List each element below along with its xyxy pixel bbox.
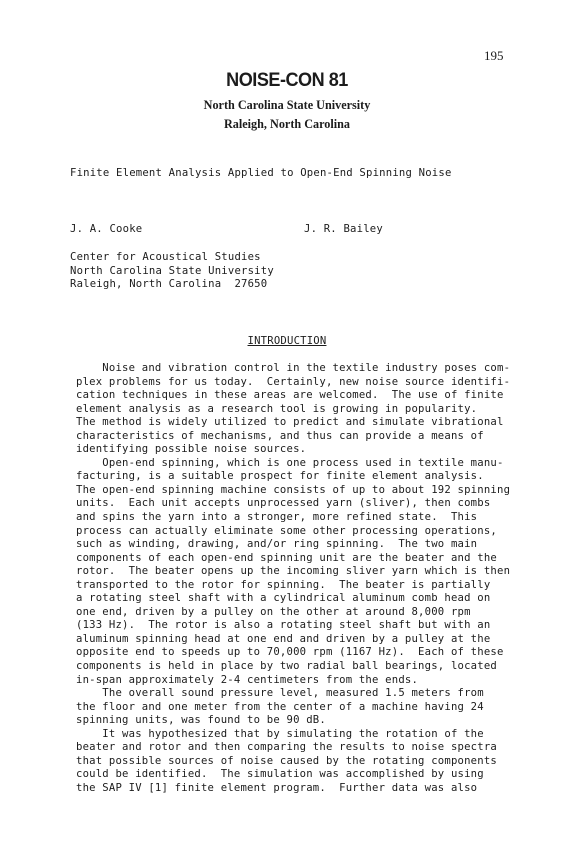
body-text-line: identifying possible noise sources. [76,443,307,456]
body-text-line: Noise and vibration control in the textile industry poses com- [76,362,511,374]
body-text [76,362,510,796]
conference-title: NOISE-CON 81 [226,70,348,91]
body-text-line: transported to the rotor for spinning. The beater is partially [76,578,491,591]
body-text-line: beater and rotor and then comparing the results to noise spectra [76,741,497,754]
affiliation-line: North Carolina State University [70,264,274,277]
body-text-line: spinning units, was found to be 90 dB. [76,714,326,727]
body-text-line: The open-end spinning machine consists of up to about 192 spinning [76,483,511,496]
body-text-line: It was hypothesized that by simulating the rotation of the [76,727,484,740]
author-affiliation [70,251,274,292]
body-text-line: such as winding, drawing, and/or ring spinning. The two main [76,538,478,551]
body-text-line: in-span approximately 2-4 centimeters from the ends. [76,673,419,686]
body-text-line: process can actually eliminate some other processing operations, [76,524,497,537]
body-text-line: facturing, is a suitable prospect for finite element analysis. [76,470,484,483]
body-text-line: that possible sources of noise caused by the rotating components [76,754,497,767]
author-name: J. R. Bailey [304,223,383,235]
body-text-line: components of each open-end spinning unit are the beater and the [76,551,497,564]
body-text-line: characteristics of mechanisms, and thus can provide a means of [76,429,484,442]
body-text-line: Open-end spinning, which is one process used in textile manu- [76,456,504,469]
paper-title: Finite Element Analysis Applied to Open-End Spinning Noise [70,167,452,179]
conference-venue-line-2: Raleigh, North Carolina [223,117,351,131]
body-text-line: cation techniques in these areas are welcomed. The use of finite [76,389,504,402]
body-text-line: opposite end to speeds up to 70,000 rpm (1167 Hz). Each of these [76,646,504,659]
body-text-line: components is held in place by two radial ball bearings, located [76,660,497,673]
affiliation-line: Raleigh, North Carolina 27650 [70,278,268,291]
body-text-line: one end, driven by a pulley on the other at around 8,000 rpm [76,605,471,618]
section-heading-text: INTRODUCTION [247,335,327,347]
body-text-line: aluminum spinning head at one end and driven by a pulley at the [76,632,491,645]
affiliation-line: Center for Acoustical Studies [70,251,261,263]
body-text-line: units. Each unit accepts unprocessed yarn (sliver), then combs [76,497,491,510]
body-text-line: a rotating steel shaft with a cylindrical aluminum comb head on [76,592,491,605]
page-number: 195 [484,48,504,63]
body-text-line: The method is widely utilized to predict and simulate vibrational [76,416,504,429]
body-text-line: the SAP IV [1] finite element program. Further data was also [76,781,478,794]
body-text-line: The overall sound pressure level, measured 1.5 meters from [76,687,484,700]
section-heading [0,335,574,347]
body-text-line: rotor. The beater opens up the incoming sliver yarn which is then [76,565,511,578]
author-name: J. A. Cooke [70,223,143,235]
body-text-line: plex problems for us today. Certainly, new noise source identifi- [76,375,511,388]
body-text-line: and spins the yarn into a stronger, more refined state. This [76,511,478,524]
body-text-line: the floor and one meter from the center of a machine having 24 [76,700,484,713]
body-text-line: could be identified. The simulation was accomplished by using [76,768,484,781]
body-text-line: (133 Hz). The rotor is also a rotating steel shaft but with an [76,619,491,632]
conference-venue-line-1: North Carolina State University [203,98,371,112]
body-text-line: element analysis as a research tool is growing in popularity. [76,402,478,415]
